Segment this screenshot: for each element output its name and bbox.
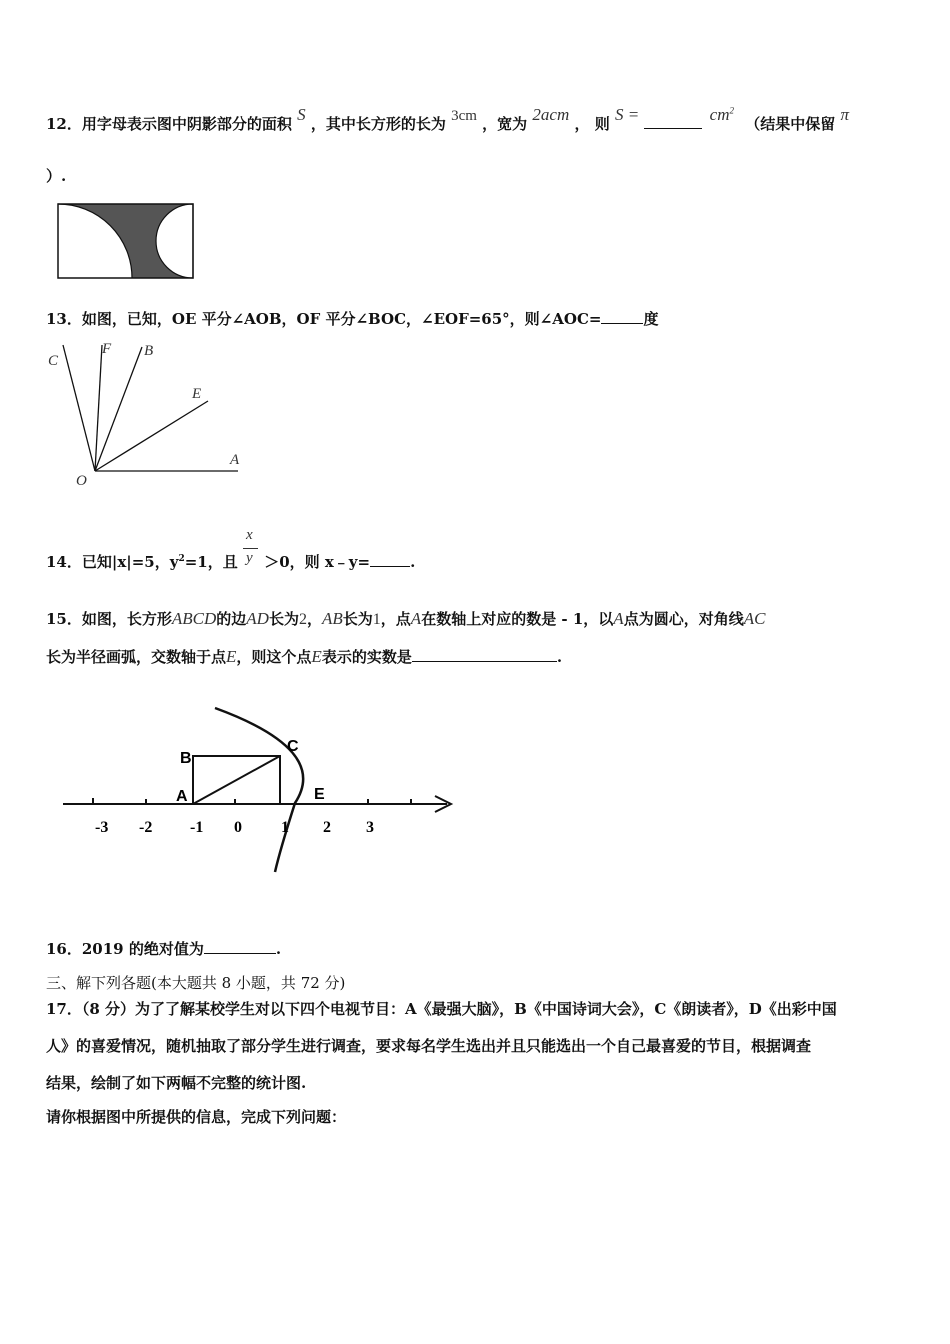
q15-text-l2d: . <box>556 648 563 666</box>
q12-text-5: （结果中保留 <box>745 115 836 133</box>
section-3-heading: 三、解下列各题(本大题共 8 小题，共 72 分) <box>46 974 346 992</box>
q13-answer-blank[interactable] <box>601 309 643 324</box>
ray-oe <box>95 401 208 471</box>
q14-answer-blank[interactable] <box>370 552 410 567</box>
q15-answer-blank[interactable] <box>412 647 557 662</box>
label-b: B <box>144 343 154 359</box>
q15-two: 2 <box>298 611 307 628</box>
q12-pi: π <box>840 105 849 124</box>
label-f: F <box>102 341 112 357</box>
q17-line2: 人》的喜爱情况，随机抽取了部分学生进行调查，要求每名学生选出并且只能选出一个自己最喜爱的节目，根据调查 <box>46 1037 812 1055</box>
q13-text-end: 度 <box>643 310 659 328</box>
label-c: C <box>48 353 59 369</box>
q15-text-g: 在数轴上对应的数是 - 1，以 <box>421 610 614 628</box>
q14-end: . <box>410 553 416 571</box>
q12-s-symbol: S <box>297 105 306 124</box>
q14-text-a: 14．已知|x|=5，y <box>46 553 179 571</box>
q12-figure <box>55 201 197 281</box>
q15-a2: A <box>613 609 624 628</box>
q15-line2 <box>46 646 562 667</box>
q15-text-a: 15．如图，长方形 <box>46 610 172 628</box>
q15-e1: E <box>226 647 237 666</box>
q14-line <box>46 527 416 572</box>
q12-line2: ）. <box>46 167 67 185</box>
fig-label-a: A <box>176 788 188 805</box>
q12-width: 2acm <box>532 105 570 124</box>
q15-text-l2a: 长为半径画弧，交数轴于点 <box>46 648 227 666</box>
q15-number-line-figure <box>55 700 465 885</box>
tick-label-neg2: -2 <box>139 819 153 836</box>
tick-label-neg1: -1 <box>190 819 204 836</box>
diagonal-ac <box>193 756 280 804</box>
fig-label-e: E <box>314 786 325 803</box>
q14-text-b: =1，且 <box>184 553 238 571</box>
q15-text-h: 点为圆心，对角线 <box>623 610 744 628</box>
q14-denominator: y <box>245 550 253 566</box>
q15-line1 <box>46 608 765 629</box>
q15-text-d: ， <box>306 610 322 628</box>
q13-line <box>46 308 658 329</box>
fig-label-b: B <box>180 750 192 767</box>
q12-text-2: ，其中长方形的长为 <box>310 115 446 133</box>
fig-label-c: C <box>287 738 299 755</box>
ray-ob <box>95 347 142 471</box>
tick-label-3: 3 <box>366 819 374 836</box>
q13-text: 13．如图，已知，OE 平分∠AOB，OF 平分∠BOC，∠EOF=65°，则∠AOC= <box>46 310 602 328</box>
label-a: A <box>230 452 240 468</box>
q17-line3: 结果，绘制了如下两幅不完整的统计图. <box>46 1074 307 1092</box>
q15-text-l2b: ，则这个点 <box>236 648 312 666</box>
q15-text-l2c: 表示的实数是 <box>321 648 412 666</box>
q12-s-eq: S = <box>614 105 640 124</box>
label-e: E <box>192 386 202 402</box>
q13-angle-figure <box>40 335 250 495</box>
ray-oc <box>63 345 95 471</box>
q15-a1: A <box>410 609 422 628</box>
tick-label-1: 1 <box>281 819 289 836</box>
q15-text-f: ，点 <box>380 610 411 628</box>
q12-length: 3cm <box>451 108 477 124</box>
q16-text: 16．2019 的绝对值为 <box>46 940 204 958</box>
q14-y-exp: 2 <box>178 554 185 564</box>
q12-line1 <box>46 105 849 134</box>
tick-label-0: 0 <box>234 819 242 836</box>
label-o: O <box>76 473 87 489</box>
arc <box>215 708 303 872</box>
ray-of <box>95 345 102 471</box>
q17-line4: 请你根据图中所提供的信息，完成下列问题： <box>46 1108 347 1126</box>
q12-answer-blank[interactable] <box>644 114 702 129</box>
q14-fraction-bar <box>243 548 258 549</box>
q15-e2: E <box>311 647 322 666</box>
q15-text-e: 长为 <box>342 610 373 628</box>
q12-text-3: ，宽为 <box>482 115 528 133</box>
tick-label-2: 2 <box>323 819 331 836</box>
q15-one: 1 <box>372 611 381 628</box>
tick-label-neg3: -3 <box>95 819 109 836</box>
q16-end: . <box>275 940 282 958</box>
q15-ad: AD <box>246 609 269 628</box>
q14-gt: ＞0，则 x﹣y= <box>264 553 371 571</box>
q15-ab: AB <box>321 609 343 628</box>
q14-numerator: x <box>245 527 253 543</box>
q12-text-4: ， 则 <box>574 115 610 133</box>
q12-unit: $cm^2$ <box>709 105 734 124</box>
q12-text-1: 12．用字母表示图中阴影部分的面积 <box>46 115 292 133</box>
q15-ac: AC <box>743 609 766 628</box>
q17-line1: 17．（8 分）为了了解某校学生对以下四个电视节目：A《最强大脑》，B《中国诗词大会》，C《朗读者》，D《出彩中国 <box>46 1000 837 1018</box>
q16-line <box>46 938 281 959</box>
q15-abcd: ABCD <box>171 609 217 628</box>
q14-fraction <box>243 527 259 567</box>
q15-text-c: 长为 <box>268 610 299 628</box>
q16-answer-blank[interactable] <box>204 939 276 954</box>
q15-text-b: 的边 <box>216 610 247 628</box>
